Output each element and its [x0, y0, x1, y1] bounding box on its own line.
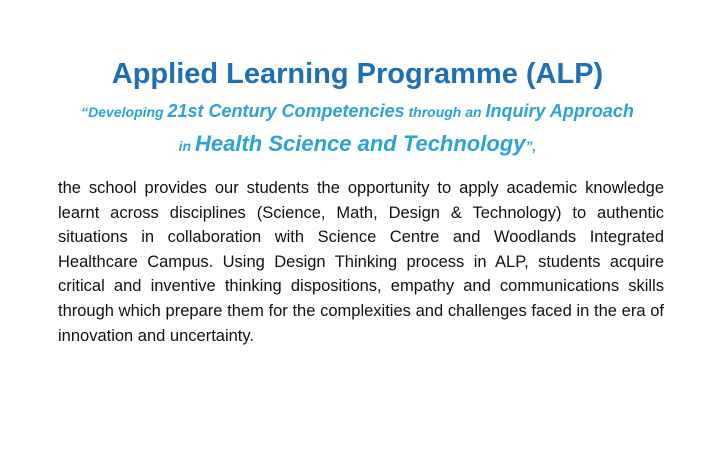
- close-quote: ”,: [525, 138, 537, 154]
- subtitle-competencies: 21st Century Competencies: [167, 101, 405, 121]
- subtitle-in: in: [178, 138, 195, 154]
- open-quote: “: [81, 104, 89, 120]
- body-paragraph: the school provides our students the opportunity to apply academic knowledge learnt across disciplines (Science, Math, Design & Technology) to authentic situations in collaboration with Science Centre and Woodlands Integrated Healthcare Campus. Using Design Thinking process in ALP, students acquire critical and inventive thinking dispositions, empathy and communications skills through which prepare them for the complexities and challenges faced in the era of innovation and uncertainty.: [58, 179, 664, 345]
- page-title: Applied Learning Programme (ALP): [111, 58, 604, 90]
- subtitle-through-an: through an: [404, 104, 486, 120]
- subtitle-developing: Developing: [88, 104, 168, 120]
- subtitle-inquiry-approach: Inquiry Approach: [485, 101, 634, 121]
- subtitle: [0, 96, 715, 163]
- subtitle-health-science: Health Science and Technology: [194, 131, 526, 156]
- subtitle-line-1: [0, 96, 715, 128]
- subtitle-line-2: [0, 128, 715, 163]
